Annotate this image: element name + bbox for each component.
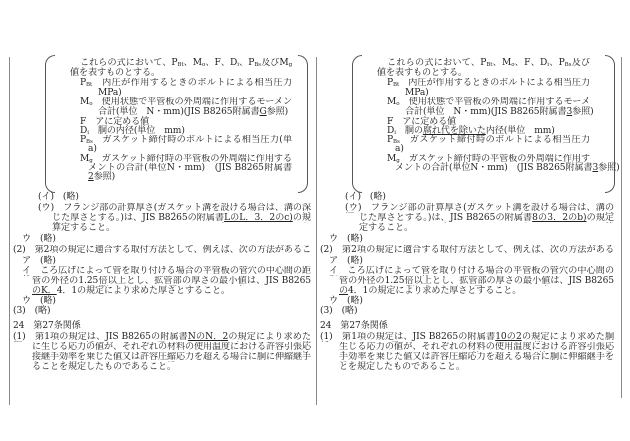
amended-text: LのL．3．2のc) bbox=[224, 213, 293, 223]
text-line bbox=[70, 68, 160, 78]
text-segment: D bbox=[387, 126, 395, 136]
text-segment: の規定により求めた胴 bbox=[521, 332, 614, 342]
text-segment: 、F、D bbox=[205, 58, 238, 68]
text-segment: イ ころ広げによって管を取り付ける場合の平管板の管穴の中心間の距 bbox=[22, 266, 311, 276]
text-line bbox=[359, 213, 614, 223]
text-segment: じた厚さとする。)は、JIS B8265の附属書 bbox=[359, 213, 533, 223]
text-line bbox=[88, 144, 97, 154]
subscript: i bbox=[87, 130, 89, 136]
text-segment: P bbox=[387, 135, 394, 145]
text-segment: イ ころ広げによって管を取り付ける場合の平管板の管穴の中心間の bbox=[329, 266, 614, 276]
text-line bbox=[377, 68, 467, 78]
subscript: i bbox=[237, 62, 239, 68]
text-line bbox=[320, 321, 388, 331]
text-segment: (2) 第2項の規定に適合する取付方法として、例えば、次の方法がある bbox=[320, 245, 614, 255]
amended-text: 3 bbox=[566, 107, 573, 117]
amended-text: 3 bbox=[592, 163, 599, 173]
text-line bbox=[80, 58, 292, 68]
text-segment: ア (略) bbox=[329, 256, 363, 266]
text-segment: 及びM bbox=[260, 58, 289, 68]
amended-text: 10の2 bbox=[495, 332, 522, 342]
text-line bbox=[38, 203, 311, 213]
subscript: Bt bbox=[177, 62, 184, 68]
text-segment: (2) 第2項の規定に適合する取付方法として、例えば、次の方法があるこ bbox=[13, 245, 311, 255]
text-segment: 使用状態で平管板の外周端に作用するモーメ bbox=[408, 97, 590, 107]
text-segment: の規定 bbox=[586, 213, 614, 223]
text-segment: (1) 第1項の規定は、JIS B8265の附属書 bbox=[13, 332, 188, 342]
text-segment: F アに定める値 bbox=[80, 117, 150, 127]
text-line bbox=[13, 245, 311, 255]
text-segment: じた厚さとする。)は、JIS B8265の附属書 bbox=[52, 213, 225, 223]
text-segment: ウ (略) bbox=[329, 234, 363, 244]
text-segment: 、P bbox=[548, 58, 565, 68]
text-line bbox=[98, 107, 288, 117]
text-segment: 使用状態で平管板の外周端に作用するモーメン bbox=[101, 97, 292, 107]
text-line bbox=[387, 135, 590, 145]
text-segment: ガスケット締付時のボルトによる相当圧力 bbox=[409, 135, 590, 145]
text-line bbox=[320, 306, 357, 316]
amended-text: 腐れ代を除いた bbox=[422, 126, 486, 136]
text-segment: メントの合計(単位N・mm) (JIS B8265附属書 bbox=[88, 163, 292, 173]
text-line bbox=[32, 352, 311, 362]
text-segment: 接継手効率を乗じた値又は許容圧縮応力を超える場合に胴に伸縮継手 bbox=[32, 352, 311, 362]
text-line bbox=[345, 192, 386, 202]
text-line bbox=[88, 163, 292, 173]
text-segment: 、P bbox=[238, 58, 255, 68]
text-segment: とを規定したものであること。 bbox=[339, 362, 465, 372]
text-line bbox=[395, 144, 404, 154]
left-open-bracket bbox=[45, 55, 55, 193]
subscript: Bs bbox=[86, 139, 93, 145]
text-segment: 生じる応力の値が、それぞれの材料の使用温度における許容引張応 bbox=[339, 342, 614, 352]
text-segment: 24 第27条関係 bbox=[13, 321, 81, 331]
text-segment: 算定すること。 bbox=[52, 223, 115, 233]
amended-text: 2 bbox=[88, 172, 94, 182]
text-line bbox=[395, 163, 620, 173]
text-segment: MPa) bbox=[98, 88, 122, 98]
text-line bbox=[387, 97, 590, 107]
text-segment: M bbox=[80, 154, 90, 164]
text-line bbox=[339, 286, 521, 296]
subscript: Bs bbox=[254, 62, 261, 68]
left-margin-rule bbox=[9, 57, 10, 405]
text-segment: ガスケット締付時の平管板の外周端に作用する bbox=[101, 154, 292, 164]
text-segment: の規定により求めた bbox=[228, 332, 311, 342]
text-segment: 胴の bbox=[395, 126, 423, 136]
text-line bbox=[320, 332, 614, 342]
text-segment: P bbox=[80, 135, 87, 145]
text-segment: ウ (略) bbox=[22, 234, 56, 244]
text-line bbox=[13, 332, 311, 342]
text-segment: ウ (略) bbox=[329, 296, 363, 306]
subscript: Bt bbox=[86, 82, 93, 88]
text-line bbox=[339, 276, 614, 286]
text-segment: これらの式において、P bbox=[80, 58, 178, 68]
text-segment: 内径(単位 mm) bbox=[485, 126, 555, 136]
text-segment: M bbox=[80, 97, 90, 107]
text-line bbox=[22, 234, 56, 244]
text-line bbox=[329, 256, 363, 266]
text-segment: 胴の内径(単位 mm) bbox=[88, 126, 185, 136]
text-segment: ガスケット締付時のボルトによる相当圧力(単 bbox=[102, 135, 292, 145]
text-line bbox=[22, 296, 56, 306]
subscript: g bbox=[396, 158, 400, 164]
text-segment: a) bbox=[88, 144, 97, 154]
text-line bbox=[13, 306, 50, 316]
text-segment: 4．1の規定により求めた厚さとすること。 bbox=[348, 286, 522, 296]
text-line bbox=[32, 286, 230, 296]
amended-text: NのN．2 bbox=[187, 332, 229, 342]
text-line bbox=[32, 342, 311, 352]
text-line bbox=[405, 107, 594, 117]
subscript: i bbox=[394, 130, 396, 136]
right-open-bracket bbox=[352, 55, 362, 193]
text-segment: 値を表すものとする。 bbox=[377, 68, 467, 78]
text-line bbox=[13, 321, 81, 331]
text-line bbox=[22, 256, 56, 266]
text-line bbox=[80, 135, 292, 145]
text-line bbox=[329, 266, 614, 276]
text-segment: 参照) bbox=[598, 163, 620, 173]
subscript: Bs bbox=[564, 62, 572, 68]
amended-text: G bbox=[259, 107, 267, 117]
text-segment: 、F、D bbox=[514, 58, 548, 68]
text-line bbox=[339, 362, 465, 372]
text-segment: 4．1の規定により求めた厚さとすること。 bbox=[56, 286, 230, 296]
text-line bbox=[345, 203, 614, 213]
text-line bbox=[339, 352, 614, 362]
text-line bbox=[88, 172, 115, 182]
text-line bbox=[32, 362, 176, 372]
subscript: o bbox=[511, 62, 515, 68]
subscript: Bt bbox=[393, 82, 400, 88]
text-line bbox=[387, 78, 590, 88]
text-line bbox=[320, 245, 614, 255]
text-line bbox=[22, 266, 311, 276]
subscript: o bbox=[201, 62, 206, 68]
text-segment: 合計(単位 N・mm)(JIS B8265附属書 bbox=[405, 107, 567, 117]
text-segment: (ウ) フランジ部の計算厚さ(ガスケット溝を設ける場合は、溝の bbox=[345, 203, 614, 213]
text-segment: 合計(単位 N・mm)(JIS B8265附属書 bbox=[98, 107, 260, 117]
text-segment: 、M bbox=[183, 58, 202, 68]
amended-text: のK． bbox=[32, 286, 57, 296]
subscript: Bs bbox=[393, 139, 400, 145]
text-segment: 、M bbox=[492, 58, 512, 68]
text-line bbox=[80, 97, 292, 107]
text-segment: MPa) bbox=[405, 88, 429, 98]
text-segment: 参照) bbox=[266, 107, 289, 117]
column-divider bbox=[316, 57, 317, 405]
text-segment: これらの式において、P bbox=[387, 58, 487, 68]
text-segment: M bbox=[387, 97, 397, 107]
text-segment: メントの合計(単位N・mm) (JIS B8265附属書 bbox=[395, 163, 593, 173]
text-line bbox=[339, 342, 614, 352]
subscript: i bbox=[547, 62, 549, 68]
text-segment: に生じる応力の値が、それぞれの材料の使用温度における許容引張応 bbox=[32, 342, 311, 352]
text-segment: (1) 第1項の規定は、JIS B8265の附属書 bbox=[320, 332, 496, 342]
text-segment: ることを規定したものであること。 bbox=[32, 362, 176, 372]
text-segment: (イ) (略) bbox=[345, 192, 386, 202]
text-segment: 内圧が作用するときのボルトによる相当圧力 bbox=[408, 78, 590, 88]
amended-text: 8の3．2のb) bbox=[532, 213, 587, 223]
text-segment: 手効率を乗じた値又は許容圧縮応力を超える場合に胴に伸縮継手を bbox=[339, 352, 614, 362]
text-line bbox=[359, 223, 413, 233]
text-segment: P bbox=[80, 78, 87, 88]
text-segment: 参照) bbox=[93, 172, 116, 182]
text-segment: ウ (略) bbox=[22, 296, 56, 306]
text-segment: 及び bbox=[571, 58, 590, 68]
text-line bbox=[32, 276, 311, 286]
text-segment: a) bbox=[395, 144, 404, 154]
text-segment: 値を表すものとする。 bbox=[70, 68, 160, 78]
subscript: o bbox=[89, 101, 93, 107]
text-segment: ア (略) bbox=[22, 256, 56, 266]
text-segment: F アに定める値 bbox=[387, 117, 457, 127]
text-line bbox=[329, 296, 363, 306]
subscript: g bbox=[89, 158, 93, 164]
text-segment: 管の外径の1.25倍以上とし、拡管部の厚さの最小値は、JIS B8265 bbox=[339, 276, 614, 286]
subscript: Bt bbox=[486, 62, 493, 68]
text-line bbox=[38, 192, 79, 202]
subscript: o bbox=[396, 101, 400, 107]
text-segment: 24 第27条関係 bbox=[320, 321, 388, 331]
text-segment: ガスケット締付時の平管板の外周端に作用す bbox=[408, 154, 590, 164]
text-line bbox=[52, 213, 311, 223]
text-line bbox=[387, 58, 590, 68]
text-line bbox=[80, 78, 292, 88]
text-segment: D bbox=[80, 126, 88, 136]
text-segment: (イ) (略) bbox=[38, 192, 79, 202]
text-segment: 参照) bbox=[572, 107, 594, 117]
text-segment: (3) (略) bbox=[13, 306, 51, 316]
text-line bbox=[329, 234, 363, 244]
text-segment: 管の外径の1.25倍以上とし、拡管部の厚さの最小値は、JIS B8265 bbox=[32, 276, 311, 286]
text-line bbox=[52, 223, 115, 233]
text-segment: P bbox=[387, 78, 394, 88]
text-segment: 定すること。 bbox=[359, 223, 413, 233]
left-close-bracket bbox=[298, 55, 308, 193]
text-segment: (ウ) フランジ部の計算厚さ(ガスケット溝を設ける場合は、溝の深 bbox=[38, 203, 311, 213]
text-segment: 内圧が作用するときのボルトによる相当圧力 bbox=[102, 78, 292, 88]
right-margin-rule bbox=[621, 57, 622, 398]
subscript: g bbox=[288, 62, 292, 68]
text-segment: の規 bbox=[292, 213, 311, 223]
text-segment: (3) (略) bbox=[320, 306, 358, 316]
text-segment: M bbox=[387, 154, 397, 164]
amended-text: の bbox=[339, 286, 348, 296]
